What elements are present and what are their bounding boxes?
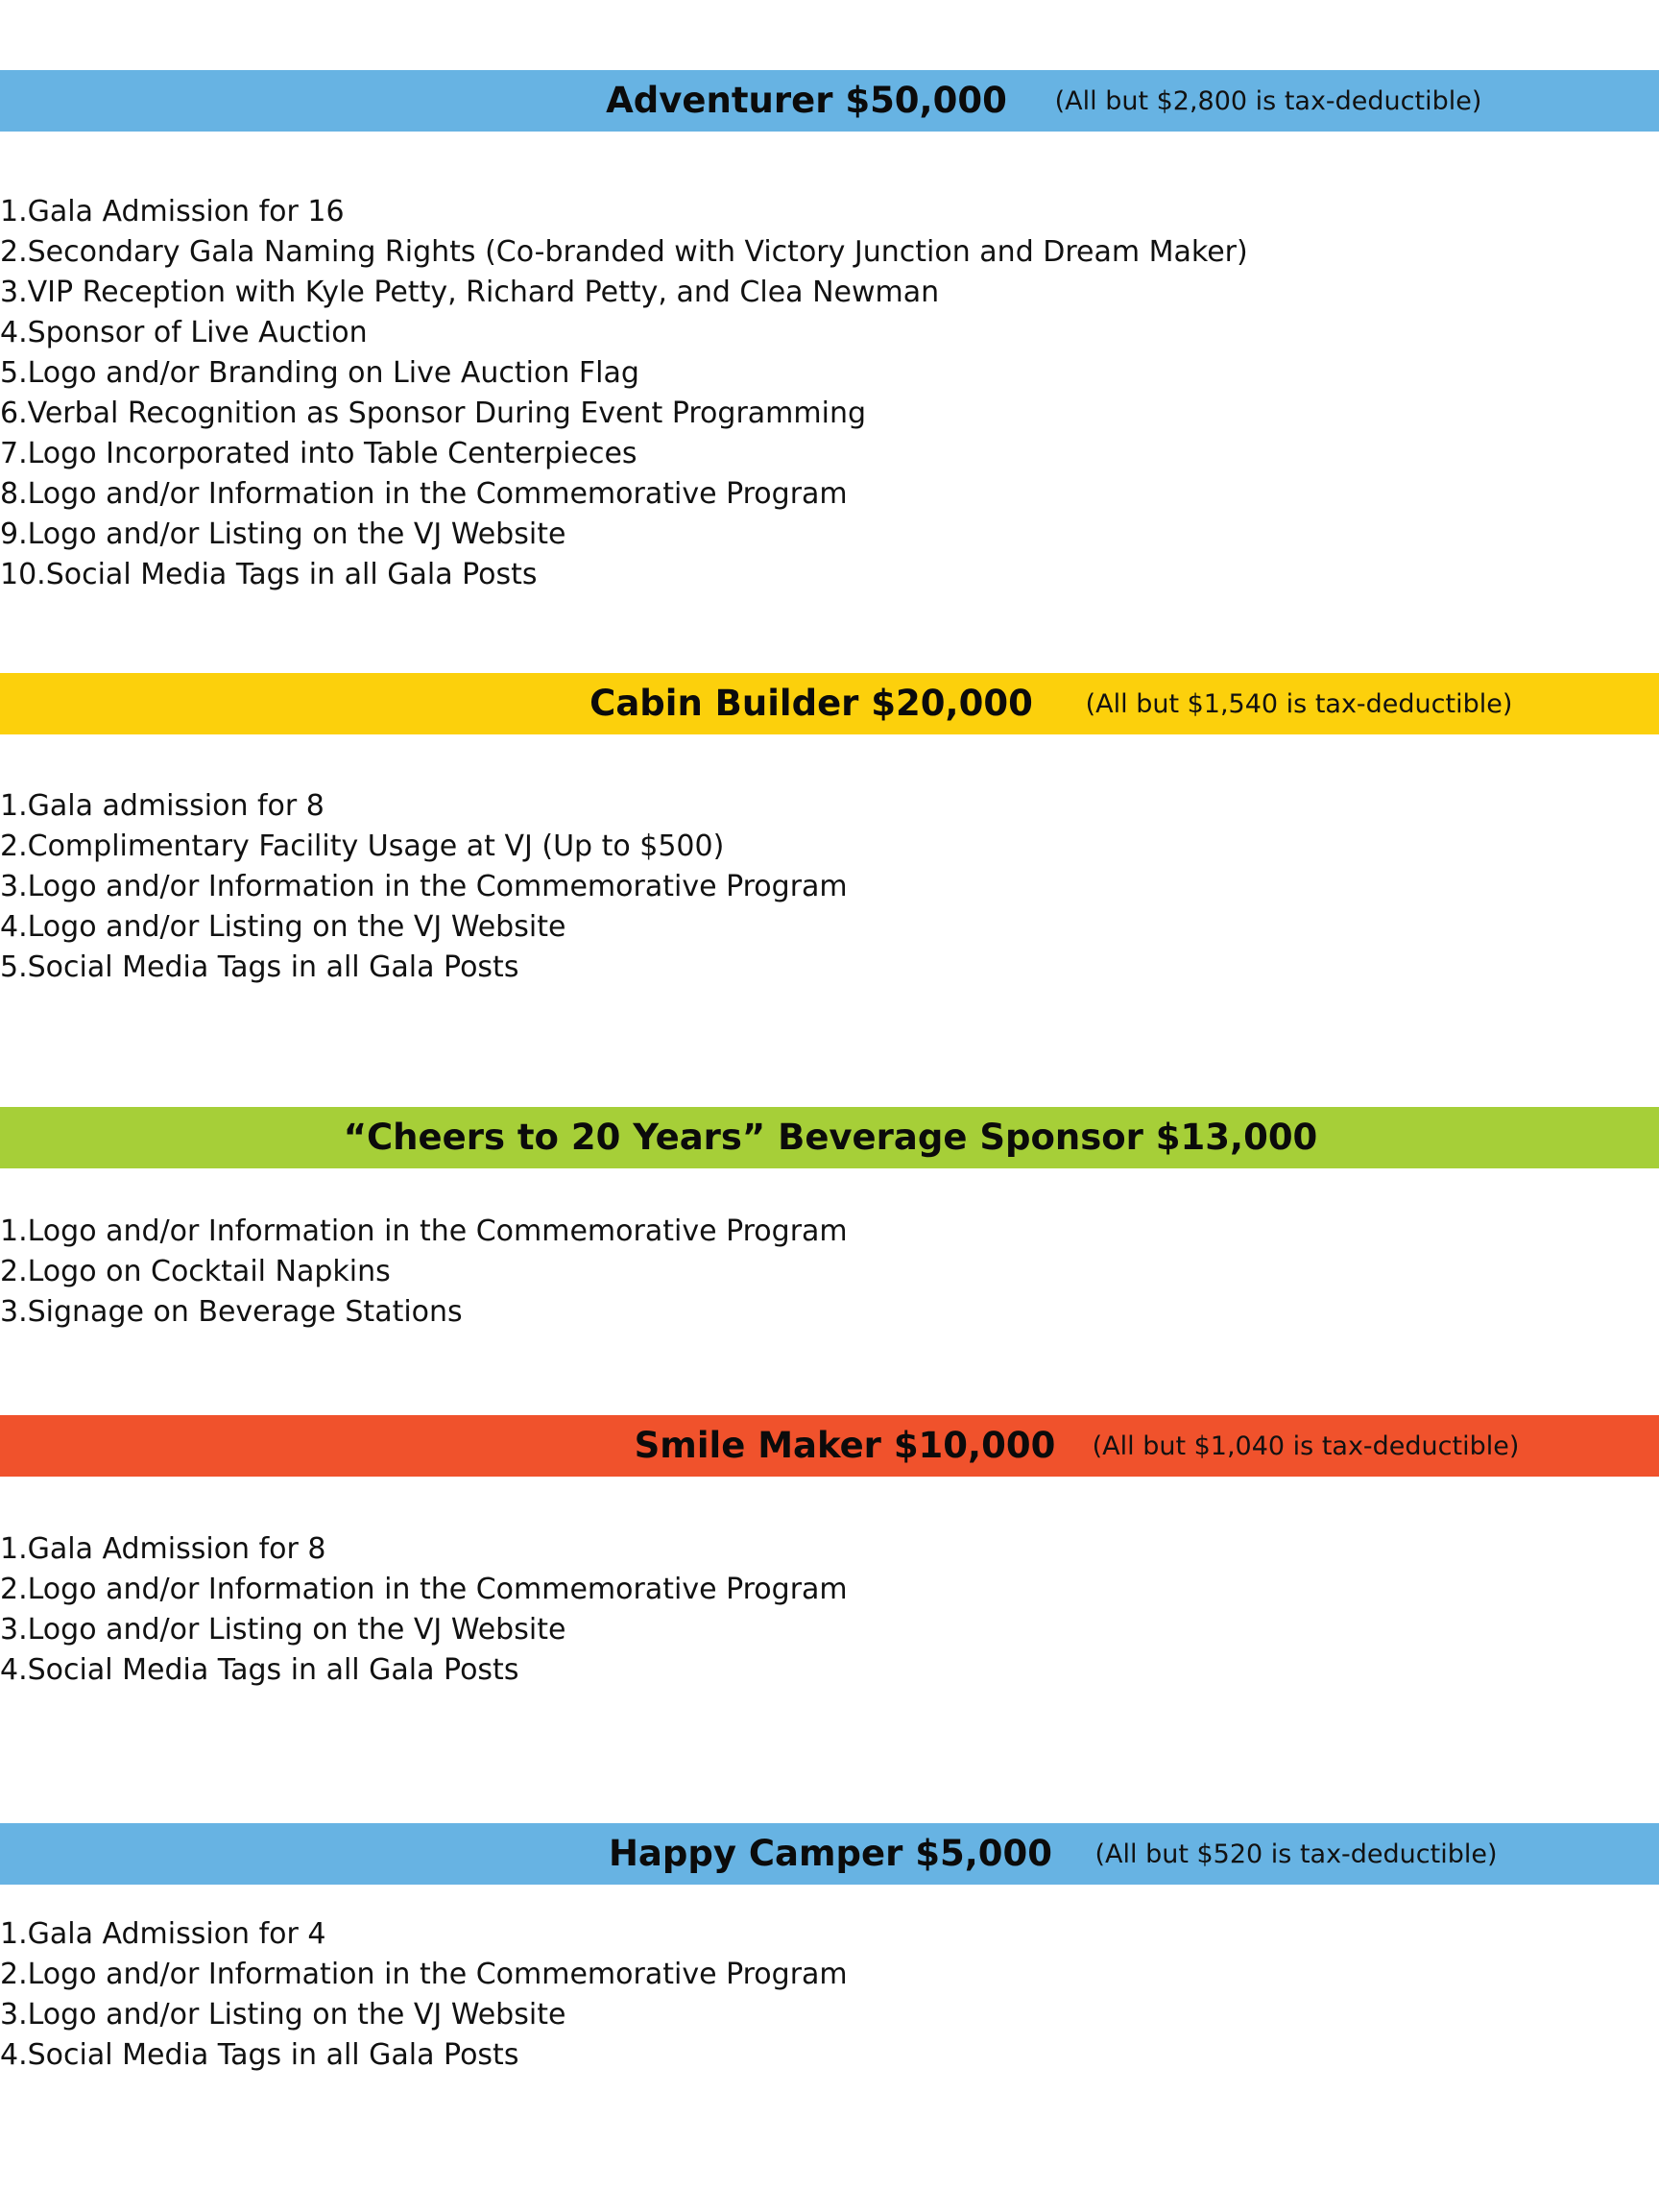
tier-header-cabin-builder [0,673,1659,734]
benefit-item: 4.Social Media Tags in all Gala Posts [0,1653,519,1687]
benefit-item: 1.Logo and/or Information in the Commemorative Program [0,1214,848,1248]
tier-title: “Cheers to 20 Years” Beverage Sponsor $13,000 [343,1117,1318,1158]
benefit-item: 3.Logo and/or Information in the Commemorative Program [0,870,848,903]
tier-header-smile-maker [0,1415,1659,1477]
tax-deductible-note: (All but $2,800 is tax-deductible) [1054,86,1482,116]
benefit-item: 4.Sponsor of Live Auction [0,316,368,349]
benefit-item: 2.Logo and/or Information in the Commemorative Program [0,1573,848,1606]
tier-title: Cabin Builder $20,000 [589,683,1033,724]
benefit-list-cabin-builder [0,786,848,988]
tier-title: Smile Maker $10,000 [634,1425,1056,1466]
tier-header-happy-camper [0,1823,1659,1885]
tier-title: Adventurer $50,000 [606,80,1007,121]
benefit-list-happy-camper [0,1914,848,2076]
benefit-item: 7.Logo Incorporated into Table Centerpieces [0,437,637,470]
benefit-item: 1.Gala Admission for 16 [0,195,345,228]
benefit-item: 1.Gala Admission for 8 [0,1532,326,1566]
benefit-item: 10.Social Media Tags in all Gala Posts [0,558,538,591]
benefit-list-adventurer [0,192,1248,595]
tax-deductible-note: (All but $1,040 is tax-deductible) [1092,1431,1520,1461]
benefit-item: 2.Logo on Cocktail Napkins [0,1255,391,1288]
benefit-item: 3.Signage on Beverage Stations [0,1295,463,1329]
tier-header-beverage-sponsor [0,1107,1659,1168]
benefit-item: 1.Gala admission for 8 [0,789,325,823]
benefit-item: 9.Logo and/or Listing on the VJ Website [0,517,566,551]
tax-deductible-note: (All but $1,540 is tax-deductible) [1085,689,1513,719]
benefit-item: 3.Logo and/or Listing on the VJ Website [0,1998,566,2032]
benefit-item: 1.Gala Admission for 4 [0,1917,326,1951]
benefit-item: 4.Social Media Tags in all Gala Posts [0,2038,519,2072]
benefit-list-beverage-sponsor [0,1212,848,1333]
benefit-item: 6.Verbal Recognition as Sponsor During Event Programming [0,397,867,430]
benefit-item: 2.Secondary Gala Naming Rights (Co-branded with Victory Junction and Dream Maker) [0,235,1248,269]
benefit-item: 2.Logo and/or Information in the Commemorative Program [0,1958,848,1991]
benefit-item: 2.Complimentary Facility Usage at VJ (Up to $500) [0,830,725,863]
benefit-item: 3.VIP Reception with Kyle Petty, Richard Petty, and Clea Newman [0,276,940,309]
tier-title: Happy Camper $5,000 [608,1833,1053,1874]
benefit-item: 3.Logo and/or Listing on the VJ Website [0,1613,566,1647]
tier-header-adventurer [0,70,1659,132]
benefit-item: 5.Social Media Tags in all Gala Posts [0,950,519,984]
benefit-item: 8.Logo and/or Information in the Commemorative Program [0,477,848,511]
benefit-list-smile-maker [0,1529,848,1691]
tax-deductible-note: (All but $520 is tax-deductible) [1094,1839,1498,1869]
benefit-item: 4.Logo and/or Listing on the VJ Website [0,910,566,944]
benefit-item: 5.Logo and/or Branding on Live Auction Flag [0,356,639,390]
